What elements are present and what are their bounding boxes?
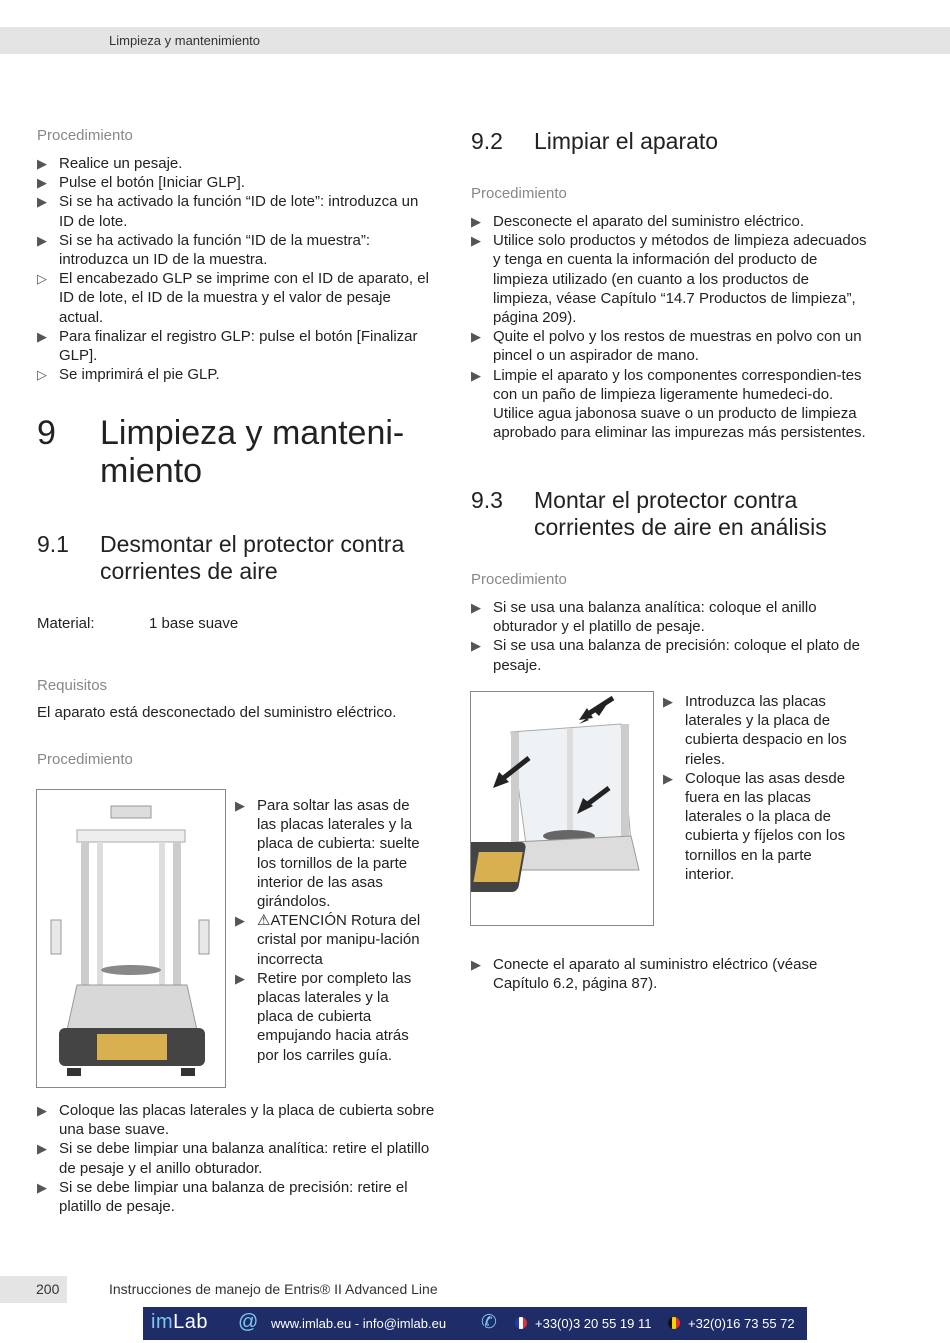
list-item	[471, 231, 871, 327]
at-icon: @	[238, 1311, 259, 1333]
warning-icon: ⚠	[257, 912, 271, 930]
list-item	[235, 796, 425, 911]
step-text: Si se usa una balanza analítica: coloque el anillo obturador y el platillo de pesaje.	[493, 599, 817, 636]
after-steps-list	[37, 1101, 437, 1216]
page-number: 200	[36, 1281, 60, 1297]
belgium-flag-icon	[668, 1317, 680, 1329]
step-marker-icon: ▶	[37, 1141, 47, 1157]
list-item	[471, 327, 871, 365]
requirements	[37, 677, 437, 722]
requirements-heading: Requisitos	[37, 677, 108, 694]
running-header-title: Limpieza y mantenimiento	[109, 33, 261, 48]
step-marker-icon: ▶	[235, 970, 245, 986]
step-text: Desconecte el aparato del suministro eléctrico.	[493, 213, 804, 230]
procedure-heading: Procedimiento	[37, 751, 133, 768]
step-text: Si se debe limpiar una balanza de precisión: retire el platillo de pesaje.	[59, 1178, 408, 1216]
step-marker-icon: ▶	[37, 1103, 47, 1118]
image-steps-list	[235, 796, 425, 1065]
procedure-heading: Procedimiento	[37, 127, 133, 144]
step-text: Retire por completo las placas laterales y la placa de cubierta empujando hacia atrás por los carriles guía.	[257, 969, 412, 1064]
banner-phone-fr[interactable]: +33(0)3 20 55 19 11	[535, 1316, 652, 1331]
list-item	[663, 692, 863, 769]
step-text: Limpie el aparato y los componentes correspondien-tes con un paño de limpieza ligeramente humedeci-do. Utilice agua jabonosa suave o un producto de limpieza aprobado para eliminar las impurezas más persistentes.	[493, 366, 866, 442]
step-marker-icon: ▶	[471, 638, 481, 654]
warning-label: ATENCIÓN	[270, 912, 347, 930]
list-item	[37, 1101, 437, 1139]
imlab-banner	[143, 1307, 807, 1340]
after-steps	[37, 1101, 437, 1216]
step-text: Para finalizar el registro GLP: pulse el botón [Finalizar GLP].	[59, 327, 418, 365]
step-marker-icon: ▶	[471, 957, 481, 972]
step-marker-icon: ▶	[235, 798, 245, 813]
list-item	[37, 154, 437, 173]
step-marker-icon: ▶	[471, 329, 481, 345]
list-item	[37, 231, 437, 269]
step-text: Para soltar las asas de las placas laterales y la placa de cubierta: suelte los tornillos de la parte interior de las asas girándolos.	[257, 797, 420, 911]
step-text: Utilice solo productos y métodos de limpieza adecuados y tenga en cuenta la información del producto de limpieza utilizado (en cuanto a los productos de limpieza, véase Capítulo “14.7 Productos de limpieza”, página 209).	[493, 232, 867, 327]
step-marker-icon: ▶	[663, 770, 673, 786]
step-marker-icon: ▶	[37, 232, 47, 248]
list-item	[37, 192, 437, 230]
step-text: Realice un pesaje.	[59, 155, 183, 172]
procedure-steps	[37, 154, 437, 384]
section-title: Limpiar el aparato	[534, 128, 719, 154]
step-text: Introduzca las placas laterales y la placa de cubierta despacio en los rieles.	[685, 693, 847, 768]
balance-draftshield-removed-image	[36, 789, 226, 1088]
list-item	[471, 212, 871, 231]
step-text: Si se ha activado la función “ID de lote”: introduzca un ID de lote.	[59, 193, 419, 230]
list-item	[471, 598, 871, 636]
step-text: Quite el polvo y los restos de muestras en polvo con un pincel o un aspirador de mano.	[493, 328, 862, 365]
section-title: Desmontar el protector contra corrientes de aire	[100, 531, 405, 584]
running-header	[0, 27, 950, 54]
banner-web[interactable]: www.imlab.eu - info@imlab.eu	[271, 1316, 447, 1331]
procedure-9-2	[471, 185, 871, 442]
step-marker-icon: ▶	[471, 367, 481, 383]
list-item	[37, 173, 437, 192]
step-text: Coloque las asas desde fuera en las placas laterales o la placa de cubierta y fíjelos con los tornillos en la parte interior.	[685, 769, 846, 883]
step-text: Pulse el botón [Iniciar GLP].	[59, 174, 245, 192]
procedure-steps	[471, 212, 871, 442]
step-text: Se imprimirá el pie GLP.	[59, 366, 220, 384]
france-flag-icon	[515, 1317, 527, 1329]
list-item	[37, 1139, 437, 1177]
material-value: 1 base suave	[149, 615, 239, 632]
procedure-heading: Procedimiento	[471, 185, 567, 202]
step-marker-icon: ▶	[37, 328, 47, 344]
step-marker-icon: ▶	[37, 194, 47, 210]
chapter-number: 9	[37, 414, 56, 452]
step-marker-icon: ▶	[471, 600, 481, 615]
section-number: 9.2	[471, 128, 503, 154]
list-item	[235, 911, 425, 969]
step-marker-icon: ▶	[471, 214, 481, 229]
image-steps-left	[235, 796, 425, 1065]
step-marker-icon: ▷	[37, 271, 47, 287]
logo-lab: Lab	[173, 1311, 208, 1333]
list-item	[471, 366, 871, 443]
list-item	[235, 969, 425, 1065]
balance-draftshield-mount-image	[470, 691, 654, 926]
procedure-heading-2-wrap	[37, 751, 437, 768]
step-marker-icon: ▶	[37, 1179, 47, 1195]
step-marker-icon: ▷	[37, 367, 47, 383]
step-marker-icon: ▶	[471, 233, 481, 249]
procedure-steps	[471, 598, 871, 675]
procedure-heading: Procedimiento	[471, 571, 567, 588]
page-number-box	[0, 1276, 67, 1303]
list-item	[37, 1178, 437, 1216]
step-text: Si se usa una balanza de precisión: coloque el plato de pesaje.	[493, 637, 860, 674]
imlab-logo	[151, 1311, 208, 1334]
step-text: Coloque las placas laterales y la placa de cubierta sobre una base suave.	[59, 1102, 435, 1139]
material-label: Material:	[37, 615, 95, 632]
procedure-glp	[37, 127, 437, 384]
procedure-9-3	[471, 571, 871, 675]
list-item	[37, 365, 437, 384]
list-item	[471, 636, 871, 674]
section-number: 9.3	[471, 487, 503, 513]
step-text: Conecte el aparato al suministro eléctrico (véase Capítulo 6.2, página 87).	[493, 956, 818, 993]
step-text: Rotura del cristal por manipu-lación incorrecta	[257, 912, 421, 968]
list-item	[663, 769, 863, 884]
list-item	[37, 327, 437, 365]
step-marker-icon: ▶	[37, 175, 47, 191]
phone-icon: ✆	[481, 1312, 497, 1333]
section-title: Montar el protector contra corrientes de aire en análisis	[534, 487, 827, 540]
list-item	[471, 955, 871, 993]
list-item	[37, 269, 437, 327]
step-text: Si se ha activado la función “ID de la muestra”: introduzca un ID de la muestra.	[59, 231, 370, 269]
image-steps-list	[663, 692, 863, 884]
logo-im: im	[151, 1311, 174, 1333]
chapter-title: Limpieza y manteni-miento	[100, 414, 405, 490]
section-number: 9.1	[37, 531, 69, 557]
step-marker-icon: ▶	[235, 913, 245, 929]
final-step-list	[471, 955, 871, 993]
final-step	[471, 955, 871, 993]
step-marker-icon: ▶	[37, 156, 47, 171]
step-text: El encabezado GLP se imprime con el ID de aparato, el ID de lote, el ID de la muestra y el valor de pesaje actual.	[59, 270, 429, 326]
banner-phone-be[interactable]: +32(0)16 73 55 72	[688, 1316, 795, 1331]
image-steps-right	[663, 692, 863, 884]
footer-doc-title: Instrucciones de manejo de Entris® II Advanced Line	[109, 1281, 438, 1297]
step-marker-icon: ▶	[663, 694, 673, 709]
step-text: Si se debe limpiar una balanza analítica: retire el platillo de pesaje y el anillo obturador.	[59, 1140, 430, 1177]
requirements-text: El aparato está desconectado del suministro eléctrico.	[37, 704, 397, 721]
